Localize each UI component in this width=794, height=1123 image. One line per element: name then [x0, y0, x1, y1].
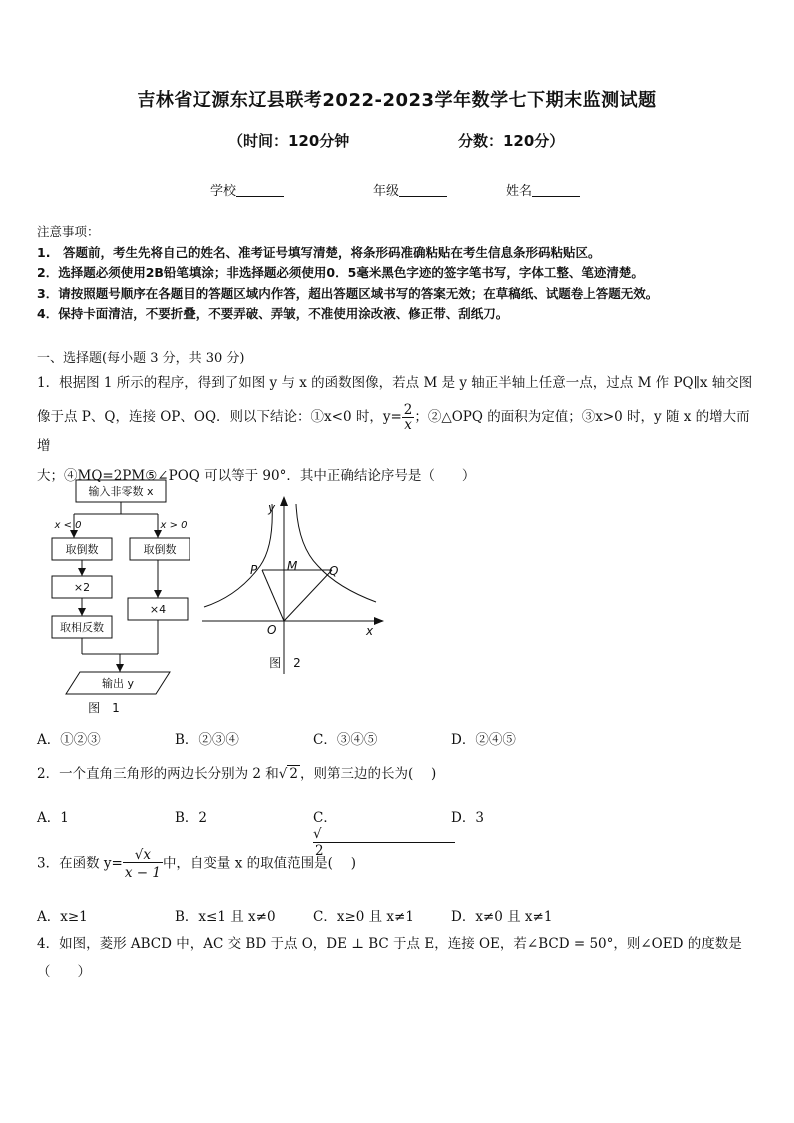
- q1-line2a: 像于点 P、Q，连接 OP、OQ．则以下结论：①x<0 时，y=: [37, 409, 402, 425]
- q2-radicand: 2: [289, 766, 298, 782]
- notes-heading: 注意事项：: [37, 224, 100, 239]
- q1-fraction: [402, 403, 415, 432]
- flow-pos-cond: x > 0: [160, 520, 188, 531]
- q1-option-c[interactable]: C．③④⑤: [313, 732, 378, 748]
- graph-x-label: x: [366, 624, 374, 638]
- flow-times4-label: ×4: [149, 603, 167, 616]
- flow-neg-cond: x < 0: [54, 520, 82, 531]
- graph-q-label: Q: [329, 564, 339, 578]
- question-2: [37, 760, 759, 788]
- q1-frac-den: x: [404, 417, 412, 433]
- school-blank: [236, 183, 284, 197]
- q3-option-d[interactable]: D．x≠0 且 x≠1: [451, 909, 553, 925]
- segment-op: [262, 570, 284, 621]
- q2-sqrt: √ 2: [278, 766, 298, 782]
- q3-num-radicand: x: [143, 847, 151, 863]
- note-item: 1. 答题前，考生先将自己的姓名、准考证号填写清楚，将条形码准确粘贴在考生信息条形码粘贴区。: [37, 244, 601, 260]
- q1-line3: 大；④MQ=2PM⑤∠POQ 可以等于 90°．其中正确结论序号是（ ）: [37, 468, 476, 484]
- graph-m-label: M: [287, 559, 298, 573]
- flow-times2-label: ×2: [73, 581, 91, 594]
- q3-text-b: 中，自变量 x 的取值范围是( ): [162, 855, 356, 872]
- q3-options: [37, 905, 759, 925]
- segment-oq: [284, 570, 332, 621]
- q2-option-c-sqrt: √2: [313, 826, 451, 859]
- q4-line1: 4．如图，菱形 ABCD 中，AC 交 BD 于点 O，DE ⊥ BC 于点 E，连接 OE，若∠BCD = 50°，则∠OED 的度数是: [37, 936, 742, 952]
- q1-frac-num: 2: [403, 402, 413, 418]
- q2-option-d[interactable]: D．3: [451, 810, 484, 826]
- q1-option-a[interactable]: A．①②③: [37, 732, 101, 748]
- q4-line2: （ ）: [37, 964, 91, 980]
- note-item: 3．请按照题号顺序在各题目的答题区域内作答，超出答题区域书写的答案无效；在草稿纸、试题卷上答题无效。: [37, 285, 659, 301]
- grade-field: [373, 180, 447, 199]
- graph-y-label: y: [268, 501, 276, 515]
- q3-option-a[interactable]: A．x≥1: [37, 909, 88, 925]
- note-item: 2．选择题必须使用2B铅笔填涂；非选择题必须使用0．5毫米黑色字迹的签字笔书写，字体工整、笔迹清楚。: [37, 265, 644, 280]
- q3-fraction: [123, 848, 163, 880]
- flowchart-figure: [40, 476, 190, 721]
- section-heading: 一、选择题(每小题 3 分，共 30 分): [37, 351, 245, 366]
- flow-recip-left-label: 取倒数: [65, 543, 99, 556]
- q3-text-a: 3．在函数 y=: [37, 855, 123, 872]
- right-branch-curve: [296, 504, 376, 602]
- q2-text-a: 2．一个直角三角形的两边长分别为 2 和: [37, 766, 279, 782]
- exam-time: （时间：120分钟: [228, 132, 350, 150]
- grade-blank: [399, 183, 447, 197]
- school-field: [210, 180, 284, 199]
- notes: [37, 222, 767, 325]
- q2-text-b: ，则第三边的长为( ): [299, 766, 437, 782]
- flow-output-label: 输出 y: [101, 677, 135, 690]
- page-title: 吉林省辽源东辽县联考2022-2023学年数学七下期末监测试题: [137, 90, 657, 111]
- q3-frac-den: x − 1: [124, 865, 161, 881]
- q2-option-c-label: C．: [313, 810, 337, 826]
- graph-o-label: O: [267, 623, 277, 637]
- q2-option-b[interactable]: B．2: [175, 810, 208, 826]
- question-3: [37, 848, 759, 880]
- name-label: 姓名: [506, 184, 533, 199]
- flow-recip-right-label: 取倒数: [143, 543, 177, 556]
- question-1: [37, 369, 759, 490]
- q3-frac-num: √x: [123, 848, 163, 863]
- flow-caption: 图 1: [88, 701, 120, 715]
- q1-line2b: ；②△OPQ 的面积为定值；③x>0 时，y 随 x 的增大而增: [37, 409, 750, 454]
- exam-score: 分数：120分）: [458, 132, 565, 150]
- school-label: 学校: [210, 184, 237, 199]
- q3-option-b[interactable]: B．x≤1 且 x≠0: [175, 909, 276, 925]
- flow-negate-label: 取相反数: [60, 621, 104, 634]
- q1-option-b[interactable]: B．②③④: [175, 732, 239, 748]
- name-field: [506, 180, 580, 199]
- q3-option-c[interactable]: C．x≥0 且 x≠1: [313, 909, 414, 925]
- flow-start-label: 输入非零数 x: [88, 485, 154, 498]
- question-4: [37, 930, 759, 986]
- q1-line1: 1．根据图 1 所示的程序，得到了如图 y 与 x 的函数图像，若点 M 是 y 轴正半轴上任意一点，过点 M 作 PQ∥x 轴交图: [37, 375, 753, 391]
- note-item: 4．保持卡面清洁，不要折叠，不要弄破、弄皱，不准使用涂改液、修正带、刮纸刀。: [37, 306, 509, 321]
- name-blank: [532, 183, 580, 197]
- q1-options: [37, 728, 759, 748]
- grade-label: 年级: [373, 184, 400, 199]
- graph-caption: 图 2: [269, 656, 301, 670]
- graph-p-label: P: [250, 563, 258, 577]
- q2-option-a[interactable]: A．1: [37, 810, 69, 826]
- left-branch-curve: [204, 504, 272, 607]
- q1-option-d[interactable]: D．②④⑤: [451, 732, 516, 748]
- q2-option-c-radicand: 2: [313, 842, 455, 859]
- function-graph-figure: [198, 494, 388, 679]
